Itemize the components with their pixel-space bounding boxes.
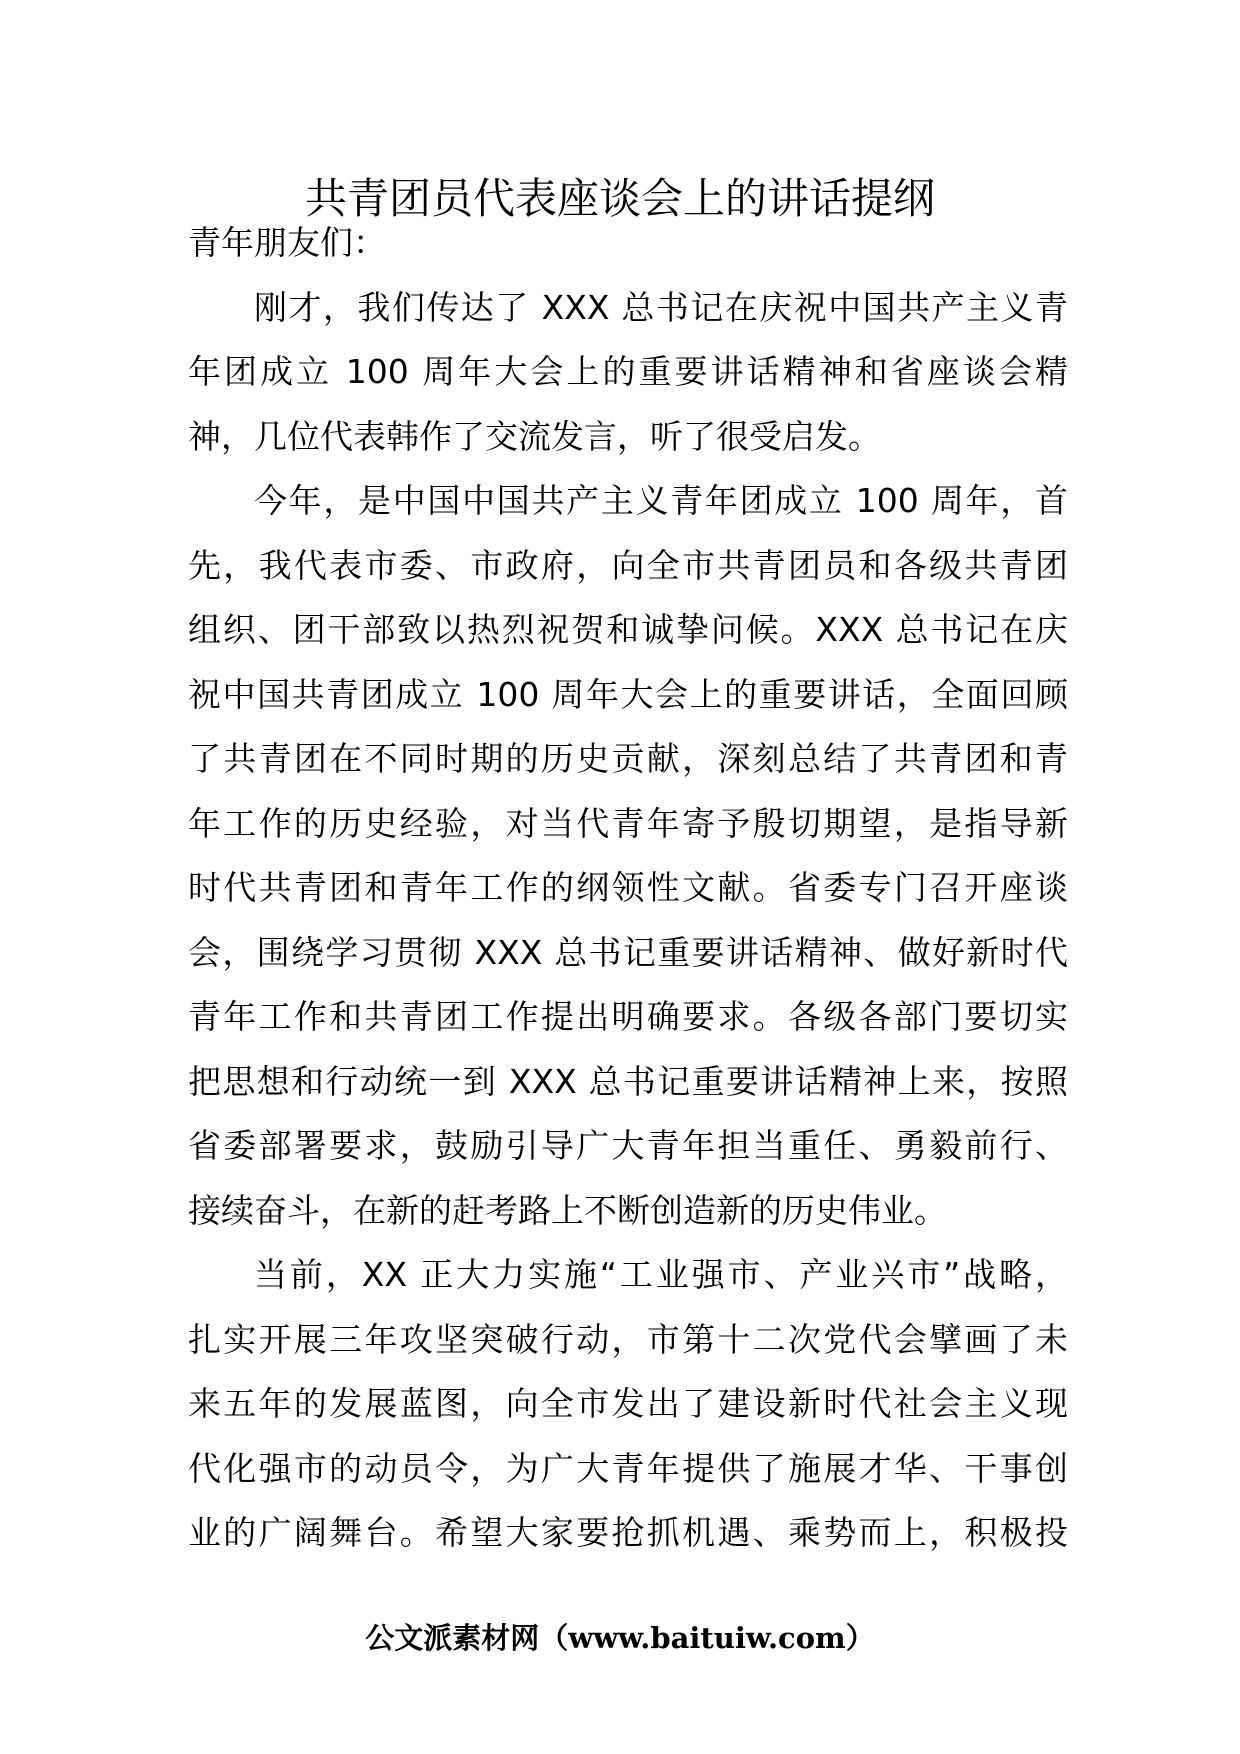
document-title: 共青团员代表座谈会上的讲话提纲 xyxy=(304,174,935,223)
paragraph-line: 刚才，我们传达了 XXX 总书记在庆祝中国共产主义青 xyxy=(254,287,1068,327)
paragraph xyxy=(188,1243,1068,1566)
paragraph-line: 当前，XX 正大力实施“工业强市、产业兴市”战略， xyxy=(254,1255,1068,1294)
paragraph-line: 青年工作和共青团工作提出明确要求。各级各部门要切实 xyxy=(188,997,1068,1036)
paragraph-line: 扎实开展三年攻坚突破行动，市第十二次党代会擘画了未 xyxy=(188,1319,1068,1359)
salutation: 青年朋友们： xyxy=(188,223,386,262)
document-body xyxy=(188,211,1068,1566)
paragraph-line: 组织、团干部致以热烈祝贺和诚挚问候。XXX 总书记在庆 xyxy=(188,610,1068,649)
paragraph-list xyxy=(188,276,1068,1566)
paragraph-line: 神，几位代表韩作了交流发言，听了很受启发。 xyxy=(188,416,881,456)
paragraph-line: 接续奋斗，在新的赶考路上不断创造新的历史伟业。 xyxy=(188,1190,947,1230)
paragraph-line: 今年，是中国中国共产主义青年团成立 100 周年，首 xyxy=(254,481,1068,520)
paragraph-line: 年工作的历史经验，对当代青年寄予殷切期望，是指导新 xyxy=(188,803,1068,843)
paragraph-line: 把思想和行动统一到 XXX 总书记重要讲话精神上来，按照 xyxy=(188,1061,1068,1101)
paragraph-line: 省委部署要求，鼓励引导广大青年担当重任、勇毅前行、 xyxy=(188,1126,1068,1165)
paragraph-line: 来五年的发展蓝图，向全市发出了建设新时代社会主义现 xyxy=(188,1384,1068,1423)
paragraph-line: 先，我代表市委、市政府，向全市共青团员和各级共青团 xyxy=(188,545,1068,585)
paragraph xyxy=(188,469,1068,1243)
paragraph xyxy=(188,276,1068,470)
paragraph-line: 代化强市的动员令，为广大青年提供了施展才华、干事创 xyxy=(188,1448,1068,1488)
paragraph-line: 年团成立 100 周年大会上的重要讲话精神和省座谈会精 xyxy=(188,352,1068,391)
paragraph-line: 业的广阔舞台。希望大家要抢抓机遇、乘势而上，积极投 xyxy=(188,1513,1068,1552)
paragraph-line: 祝中国共青团成立 100 周年大会上的重要讲话，全面回顾 xyxy=(188,674,1068,714)
paragraph-line: 了共青团在不同时期的历史贡献，深刻总结了共青团和青 xyxy=(188,739,1068,778)
footer-source: 公文派素材网（www.baituiw.com） xyxy=(365,1621,875,1655)
paragraph-line: 时代共青团和青年工作的纲领性文献。省委专门召开座谈 xyxy=(188,868,1068,907)
paragraph-line: 会，围绕学习贯彻 XXX 总书记重要讲话精神、做好新时代 xyxy=(188,932,1068,972)
